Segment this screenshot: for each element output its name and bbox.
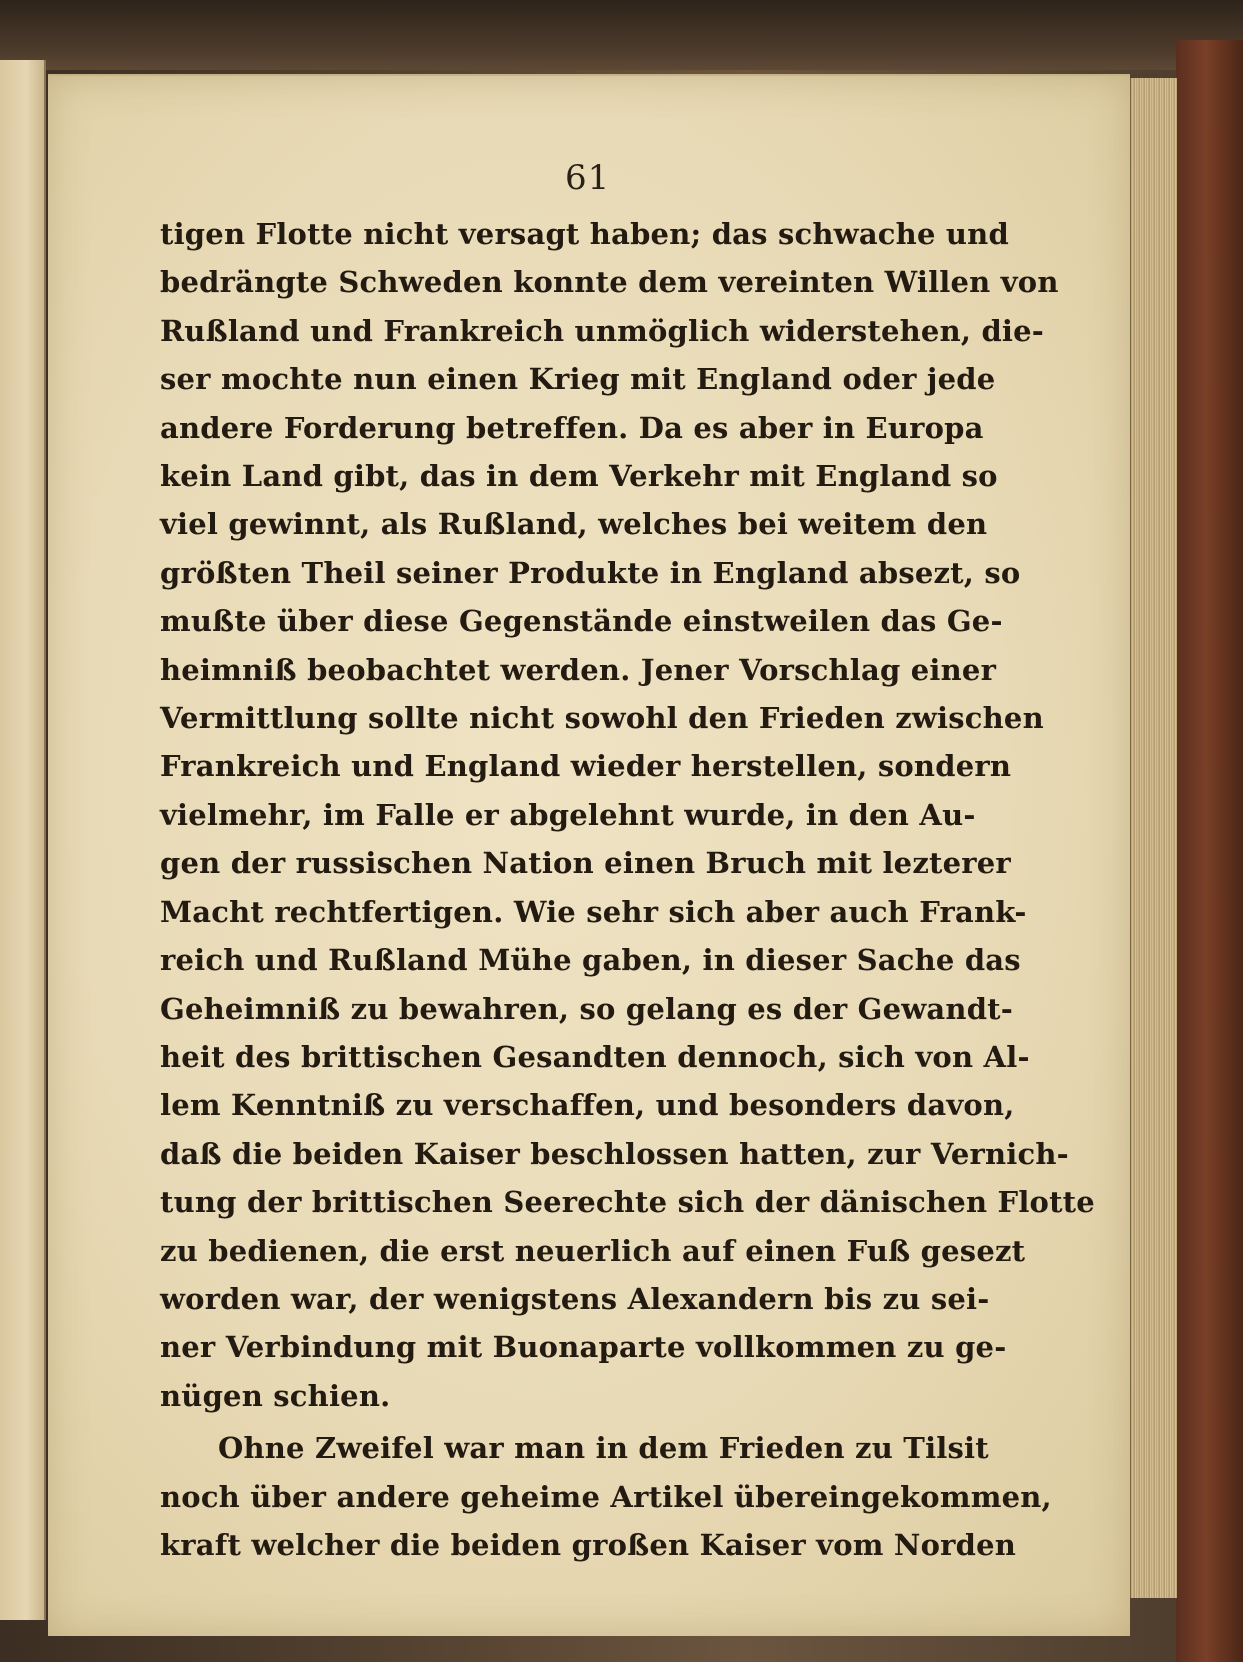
text-line: mußte über diese Gegenstände einstweilen das Ge- (160, 604, 1003, 639)
text-line: kein Land gibt, das in dem Verkehr mit England so (160, 459, 998, 494)
text-line: nügen schien. (160, 1378, 391, 1413)
page-stack-edge (1130, 78, 1177, 1598)
text-line: daß die beiden Kaiser beschlossen hatten, zur Vernich- (160, 1136, 1069, 1171)
page-number: 61 (565, 158, 611, 198)
text-line: Vermittlung sollte nicht sowohl den Frieden zwischen (160, 701, 1044, 736)
text-line: ner Verbindung mit Buonaparte vollkommen zu ge- (160, 1330, 1007, 1365)
text-line: Macht rechtfertigen. Wie sehr sich aber auch Frank- (160, 894, 1027, 929)
text-line: ser mochte nun einen Krieg mit England oder jede (160, 362, 996, 397)
text-line: heit des brittischen Gesandten dennoch, sich von Al- (160, 1039, 1030, 1074)
text-line: größten Theil seiner Produkte in England absezt, so (160, 555, 1021, 590)
page-text (160, 210, 1095, 1569)
text-line: noch über andere geheime Artikel übereingekommen, (160, 1479, 1052, 1514)
book-cover-top (0, 0, 1243, 70)
text-line: worden war, der wenigstens Alexandern bis zu sei- (160, 1281, 990, 1316)
text-line: Rußland und Frankreich unmöglich widerstehen, die- (160, 313, 1045, 348)
text-line: gen der russischen Nation einen Bruch mit lezterer (160, 846, 1011, 881)
text-line: andere Forderung betreffen. Da es aber in Europa (160, 410, 984, 445)
text-line: Frankreich und England wieder herstellen, sondern (160, 749, 1012, 784)
text-line: tigen Flotte nicht versagt haben; das schwache und (160, 217, 1009, 251)
previous-page-edge (0, 60, 46, 1620)
text-line: kraft welcher die beiden großen Kaiser vom Norden (160, 1527, 1017, 1562)
text-line: viel gewinnt, als Rußland, welches bei weitem den (160, 507, 988, 542)
text-line: zu bedienen, die erst neuerlich auf einen Fuß gesezt (160, 1233, 1026, 1268)
text-line: vielmehr, im Falle er abgelehnt wurde, in den Au- (160, 797, 976, 832)
text-line: Ohne Zweifel war man in dem Frieden zu Tilsit (218, 1431, 989, 1466)
text-line: bedrängte Schweden konnte dem vereinten Willen von (160, 265, 1059, 300)
text-line: tung der brittischen Seerechte sich der dänischen Flotte (160, 1185, 1095, 1220)
text-line: heimniß beobachtet werden. Jener Vorschlag einer (160, 652, 997, 687)
text-line: lem Kenntniß zu verschaffen, und besonders davon, (160, 1088, 1015, 1123)
text-line: Geheimniß zu bewahren, so gelang es der Gewandt- (160, 991, 1014, 1026)
book-cover-spine (1176, 40, 1243, 1662)
text-line: reich und Rußland Mühe gaben, in dieser Sache das (160, 943, 1021, 978)
